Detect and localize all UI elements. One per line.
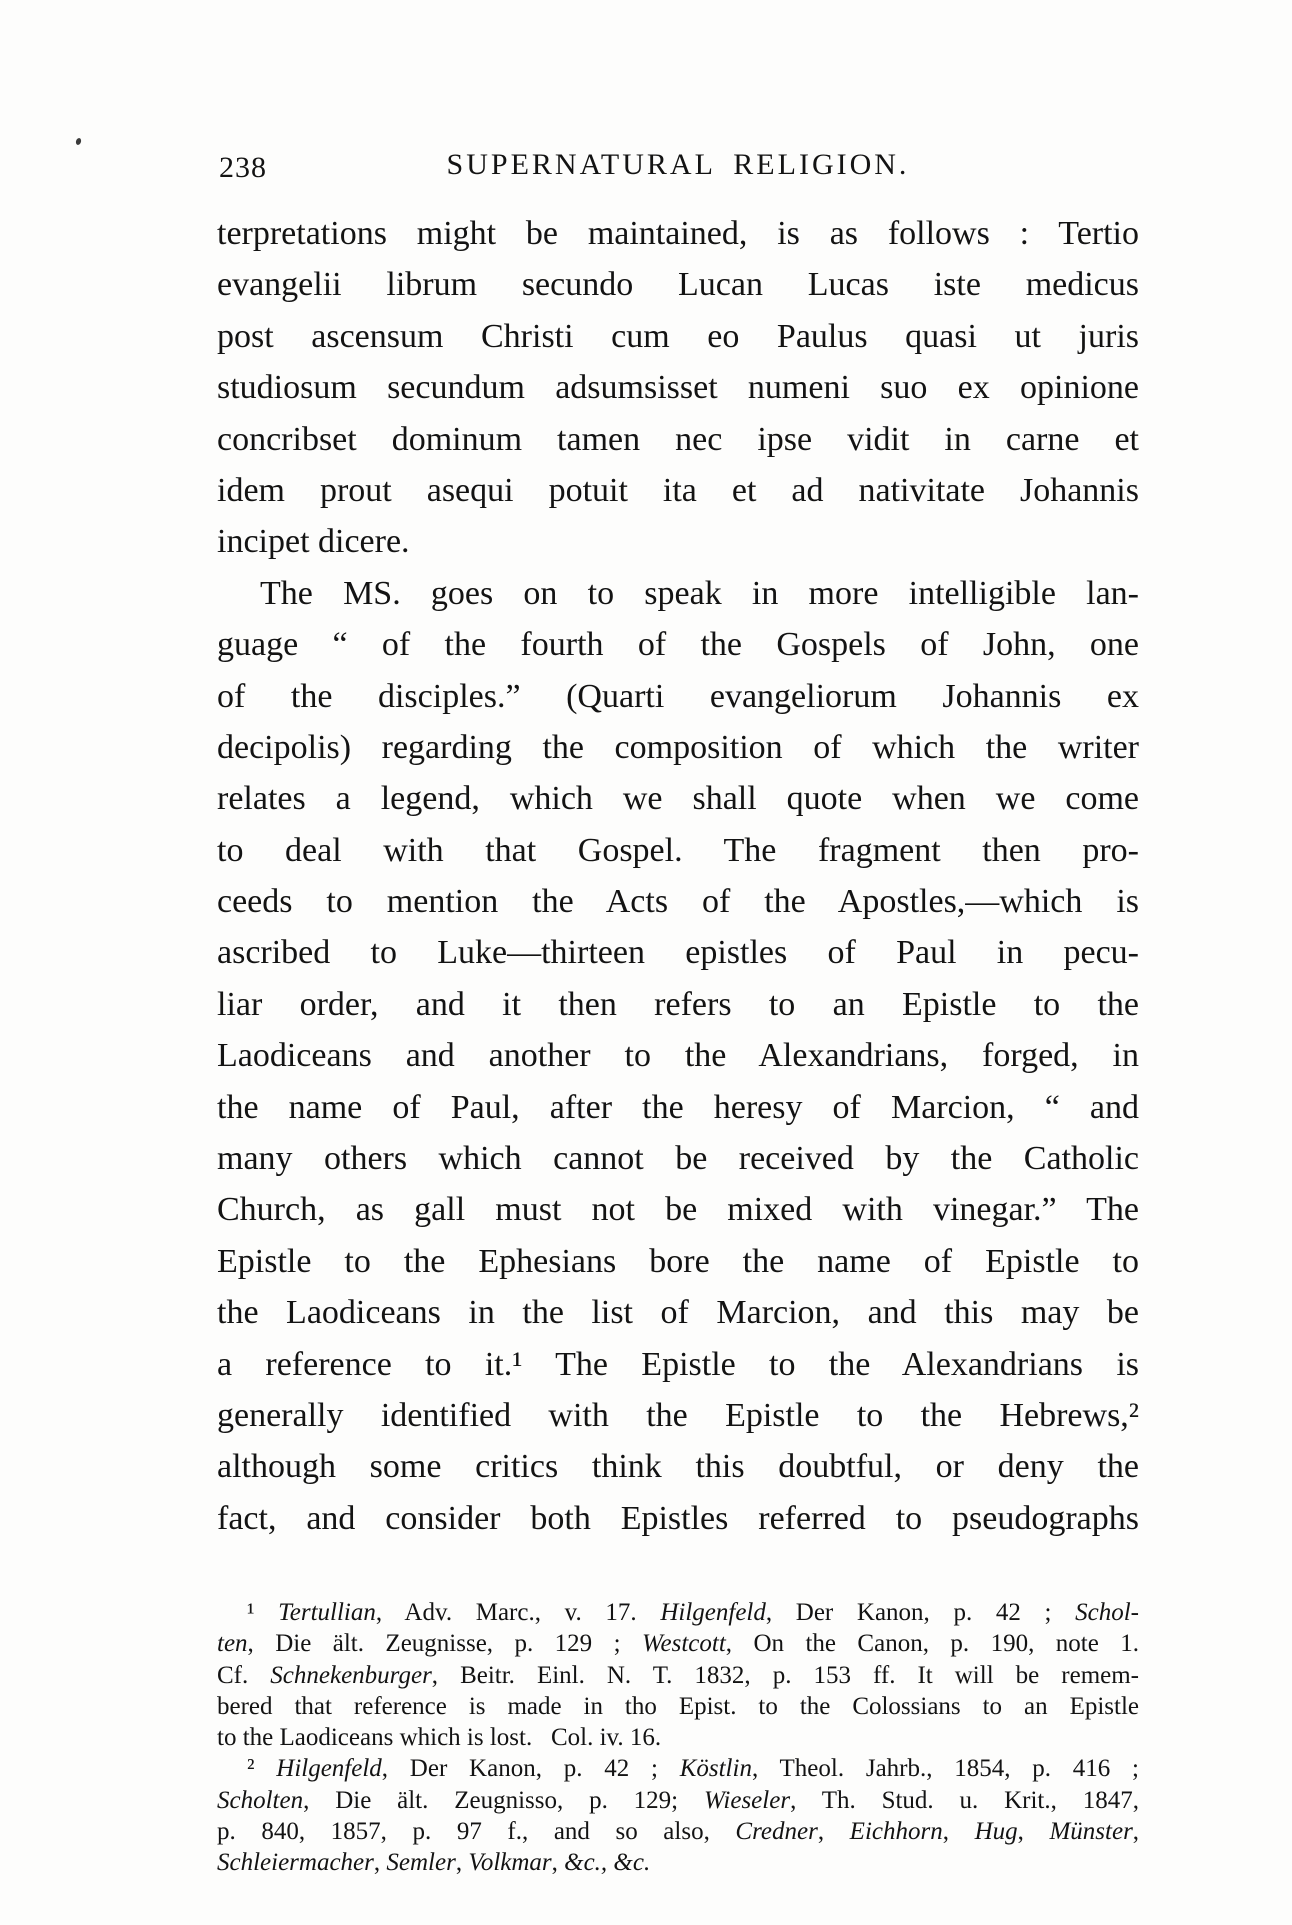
footnote-italic-text: Hilgenfeld: [276, 1755, 382, 1783]
body-line: fact, and consider both Epistles referred to pseudographs: [217, 1499, 1139, 1537]
footnote-text: ,: [817, 1818, 850, 1846]
footnote-text: ,: [1132, 1818, 1139, 1846]
footnote-line: [217, 1847, 1139, 1878]
body-line: generally identified with the Epistle to the Hebrews,²: [217, 1396, 1139, 1434]
footnote-line: [217, 1816, 1139, 1847]
footnote-italic-text: Semler: [386, 1849, 456, 1877]
body-line: ceeds to mention the Acts of the Apostles,—which is: [217, 883, 1139, 921]
body-line: incipet dicere.: [217, 523, 410, 561]
body-line: relates a legend, which we shall quote when we come: [217, 780, 1139, 818]
footnote-italic-text: Schol-: [1075, 1599, 1139, 1626]
footnote-line: [217, 1753, 1139, 1784]
footnote-line: [217, 1785, 1139, 1816]
footnote-line: [217, 1628, 1139, 1659]
page-header: [217, 148, 1139, 188]
footnote-line: [217, 1597, 1139, 1628]
body-line: a reference to it.¹ The Epistle to the Alexandrians is: [217, 1345, 1139, 1383]
footnote-text: , Die ält. Zeugnisse, p. 129 ;: [247, 1630, 642, 1658]
footnote-text: , Th. Stud. u. Krit., 1847,: [790, 1786, 1139, 1814]
footnote-text: ,: [1017, 1818, 1050, 1846]
body-line: guage “ of the fourth of the Gospels of John, one: [217, 626, 1139, 664]
footnote-text: to the Laodiceans which is lost. Col. iv. 16.: [217, 1724, 662, 1752]
body-text: [217, 208, 1139, 1544]
footnote-italic-text: ten: [217, 1630, 248, 1658]
body-line: to deal with that Gospel. The fragment then pro-: [217, 831, 1139, 869]
body-line: the name of Paul, after the heresy of Marcion, “ and: [217, 1088, 1139, 1126]
body-line: evangelii librum secundo Lucan Lucas iste medicus: [217, 266, 1139, 304]
body-line: The MS. goes on to speak in more intelligible lan-: [260, 574, 1139, 612]
footnote-text: p. 840, 1857, p. 97 f., and so also,: [217, 1818, 736, 1846]
footnote-text: ²: [247, 1755, 277, 1783]
body-line: liar order, and it then refers to an Epistle to the: [217, 985, 1139, 1023]
footnote-italic-text: Schleiermacher: [217, 1849, 374, 1877]
body-line: terpretations might be maintained, is as follows : Tertio: [217, 215, 1139, 252]
footnote-italic-text: Hug: [974, 1818, 1018, 1846]
footnote-line: [217, 1691, 1139, 1722]
footnotes: [217, 1597, 1139, 1879]
body-line: although some critics think this doubtful, or deny the: [217, 1448, 1139, 1486]
scan-speck: [75, 137, 82, 145]
footnote-text: , Beitr. Einl. N. T. 1832, p. 153 ff. It will be remem-: [431, 1661, 1139, 1689]
footnote-text: , On the Canon, p. 190, note 1.: [725, 1630, 1139, 1658]
footnote-text: ¹: [247, 1599, 279, 1626]
footnote-text: , Adv. Marc., v. 17.: [375, 1599, 661, 1626]
footnote-text: , Theol. Jahrb., 1854, p. 416 ;: [751, 1755, 1139, 1783]
page-number: 238: [219, 151, 267, 184]
footnote-line: [217, 1722, 1139, 1753]
body-line: studiosum secundum adsumsisset numeni suo ex opinione: [217, 369, 1139, 407]
body-line: ascribed to Luke—thirteen epistles of Paul in pecu-: [217, 934, 1139, 972]
footnote-italic-text: Wieseler: [703, 1786, 791, 1814]
footnote-italic-text: Volkmar: [468, 1849, 552, 1877]
running-title: SUPERNATURAL RELIGION.: [446, 148, 910, 181]
footnote-text: Cf.: [217, 1661, 271, 1689]
footnote-text: , Der Kanon, p. 42 ;: [381, 1755, 680, 1783]
footnote-italic-text: Tertullian: [278, 1599, 376, 1626]
footnote-italic-text: Münster: [1049, 1818, 1133, 1846]
footnote-text: ,: [551, 1849, 565, 1877]
footnote-text: , Die ält. Zeugnisso, p. 129;: [303, 1786, 704, 1814]
footnote-text: ,: [942, 1818, 975, 1846]
footnote-italic-text: Credner: [735, 1818, 818, 1846]
body-line: post ascensum Christi cum eo Paulus quasi ut juris: [217, 317, 1139, 355]
body-line: decipolis) regarding the composition of which the writer: [217, 728, 1139, 766]
body-line: Laodiceans and another to the Alexandrians, forged, in: [217, 1037, 1139, 1075]
footnote-italic-text: Westcott: [641, 1630, 726, 1658]
footnote-italic-text: Scholten: [217, 1786, 304, 1814]
body-line: idem prout asequi potuit ita et ad nativitate Johannis: [217, 471, 1139, 509]
body-line: concribset dominum tamen nec ipse vidit in carne et: [217, 420, 1139, 458]
footnote-italic-text: Hilgenfeld: [660, 1599, 766, 1626]
footnote-italic-text: Schnekenburger: [270, 1661, 432, 1689]
footnote-text: , Der Kanon, p. 42 ;: [765, 1599, 1076, 1626]
footnote-italic-text: Eichhorn: [849, 1818, 943, 1846]
body-line: the Laodiceans in the list of Marcion, and this may be: [217, 1294, 1139, 1332]
footnote-italic-text: Köstlin: [679, 1755, 752, 1783]
footnote-line: [217, 1660, 1139, 1691]
body-line: Church, as gall must not be mixed with vinegar.” The: [217, 1191, 1139, 1229]
body-line: of the disciples.” (Quarti evangeliorum Johannis ex: [217, 677, 1139, 715]
footnote-italic-text: &c., &c.: [564, 1849, 651, 1877]
footnote-text: ,: [455, 1849, 469, 1877]
body-line: many others which cannot be received by the Catholic: [217, 1140, 1139, 1178]
footnote-text: bered that reference is made in tho Epist. to the Colossians to an Epistle: [217, 1692, 1139, 1720]
footnote-text: ,: [373, 1849, 387, 1877]
body-line: Epistle to the Ephesians bore the name of Epistle to: [217, 1242, 1139, 1280]
